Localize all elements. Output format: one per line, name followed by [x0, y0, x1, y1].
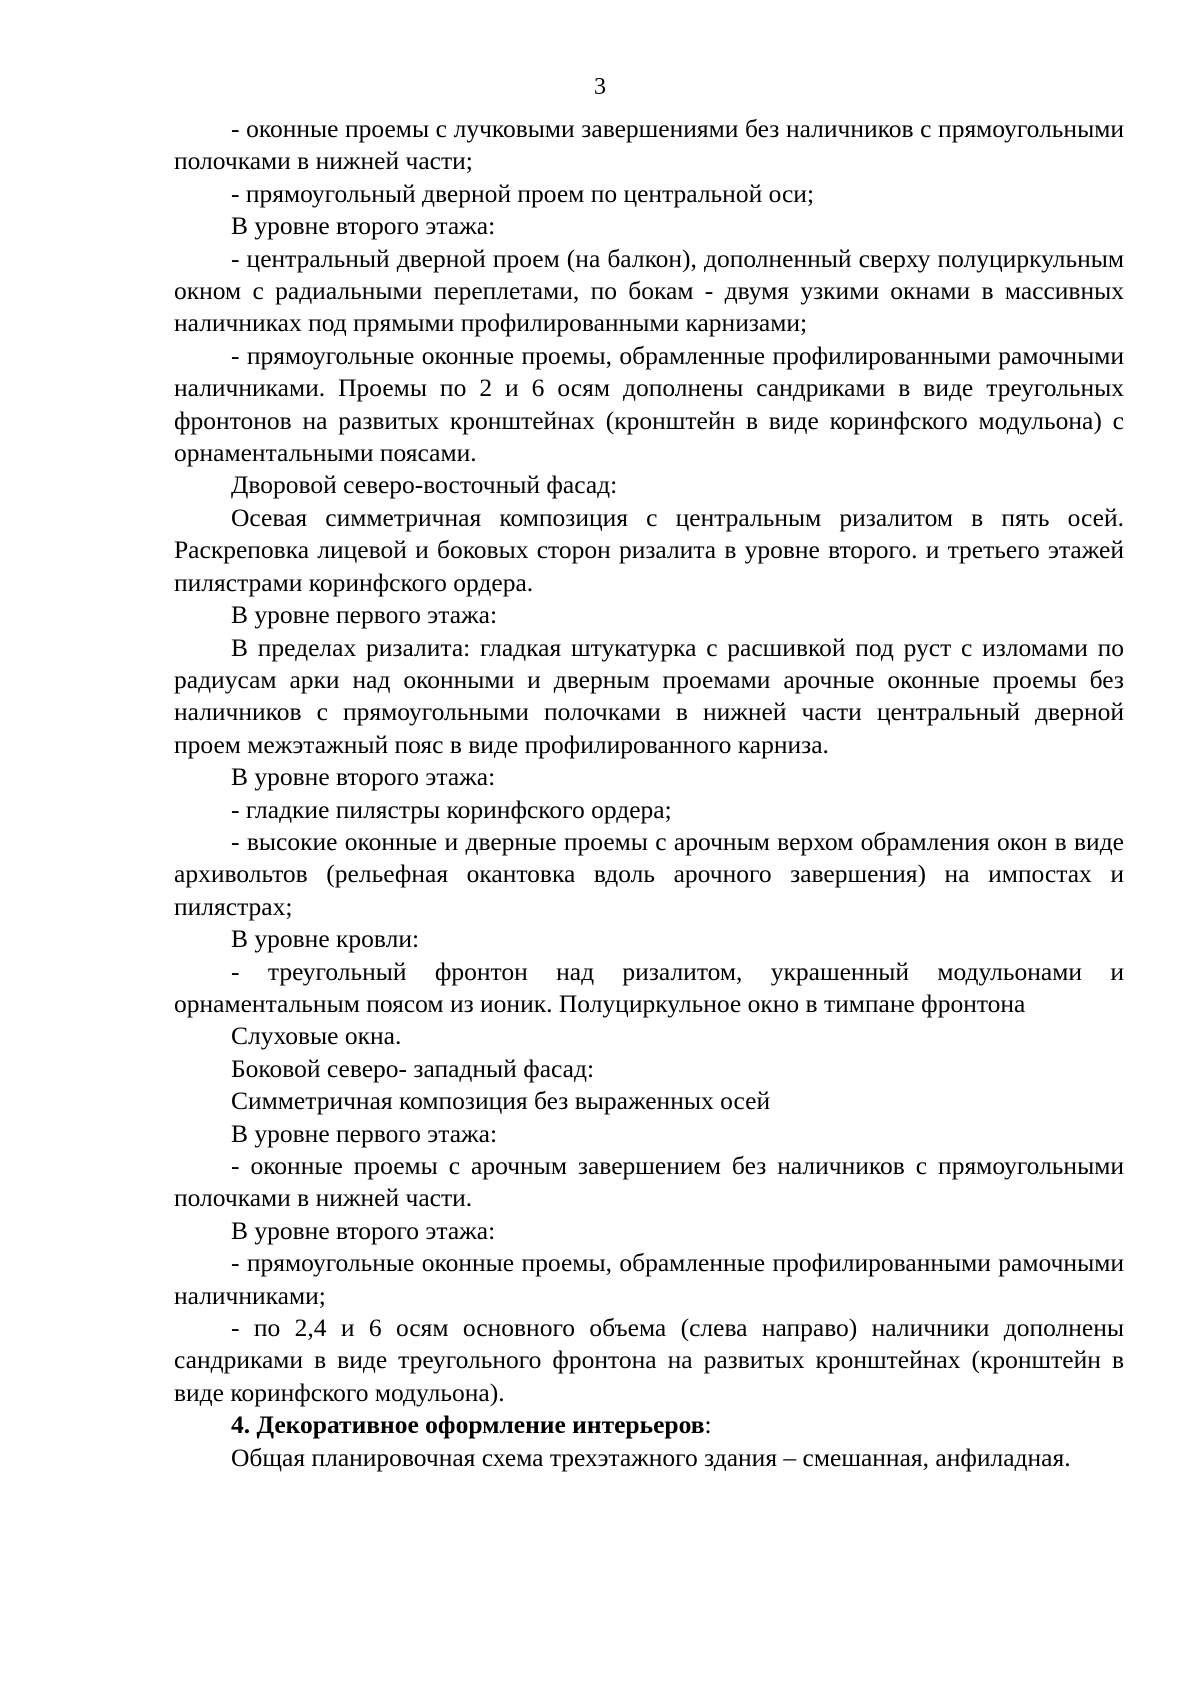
paragraph: В уровне второго этажа:: [231, 762, 496, 792]
section-heading-suffix: :: [704, 1410, 712, 1440]
document-body: [174, 113, 1124, 1474]
paragraph: - центральный дверной проем (на балкон), дополненный сверху полуциркульным окном с радиальными переплетами, по бокам - двумя узкими окнами в массивных наличниках под прямыми профилированными карнизами;: [174, 243, 1124, 338]
paragraph: - высокие оконные и дверные проемы с арочным верхом обрамления окон в виде архивольтов (рельефная окантовка вдоль арочного завершения) на импостах и пилястрах;: [174, 826, 1124, 921]
section-heading-title: 4. Декоративное оформление интерьеров: [231, 1410, 705, 1440]
paragraph: В уровне второго этажа:: [231, 1215, 496, 1245]
paragraph: - треугольный фронтон над ризалитом, украшенный модульонами и орнаментальным поясом из ионик. Полуциркульное окно в тимпане фронтона: [174, 956, 1124, 1018]
final-paragraph: Общая планировочная схема трехэтажного здания – смешанная, анфиладная.: [231, 1442, 1071, 1472]
paragraph: В уровне второго этажа:: [231, 211, 496, 241]
paragraph: - оконные проемы с лучковыми завершениями без наличников с прямоугольными полочками в нижней части;: [174, 114, 1124, 176]
paragraph: В уровне первого этажа:: [231, 1118, 498, 1148]
paragraph: В пределах ризалита: гладкая штукатурка с расшивкой под руст с изломами по радиусам арки над оконными и дверным проемами арочные оконные проемы без наличников с прямоугольными полочками в нижней части центральный дверной проем межэтажный пояс в виде профилированного карниза.: [174, 632, 1124, 759]
paragraph: - гладкие пилястры коринфского ордера;: [231, 794, 672, 824]
paragraph: Слуховые окна.: [231, 1021, 402, 1051]
page-number: 3: [594, 74, 606, 100]
paragraph: В уровне кровли:: [231, 924, 420, 954]
paragraph: В уровне первого этажа:: [231, 600, 498, 630]
section-heading: [174, 1409, 1124, 1441]
paragraph: Осевая симметричная композиция с центральным ризалитом в пять осей. Раскреповка лицевой и боковых сторон ризалита в уровне второго. и третьего этажей пилястрами коринфского ордера.: [174, 502, 1124, 597]
paragraph: Симметричная композиция без выраженных осей: [231, 1086, 771, 1116]
paragraph: Дворовой северо-восточный фасад:: [231, 470, 618, 500]
paragraph: - оконные проемы с арочным завершением без наличников с прямоугольными полочками в нижней части.: [174, 1151, 1124, 1213]
paragraph: - по 2,4 и 6 осям основного объема (слева направо) наличники дополнены сандриками в виде треугольного фронтона на развитых кронштейнах (кронштейн в виде коринфского модульона).: [174, 1313, 1124, 1407]
paragraph: - прямоугольные оконные проемы, обрамленные профилированными рамочными наличниками. Проемы по 2 и 6 осям дополнены сандриками в виде треугольных фронтонов на развитых кронштейнах (кронштейн в виде коринфского модульона) с орнаментальными поясами.: [174, 340, 1124, 468]
paragraph: - прямоугольный дверной проем по центральной оси;: [231, 178, 815, 208]
paragraph: Боковой северо- западный фасад:: [231, 1053, 595, 1083]
paragraph: - прямоугольные оконные проемы, обрамленные профилированными рамочными наличниками;: [174, 1248, 1124, 1310]
